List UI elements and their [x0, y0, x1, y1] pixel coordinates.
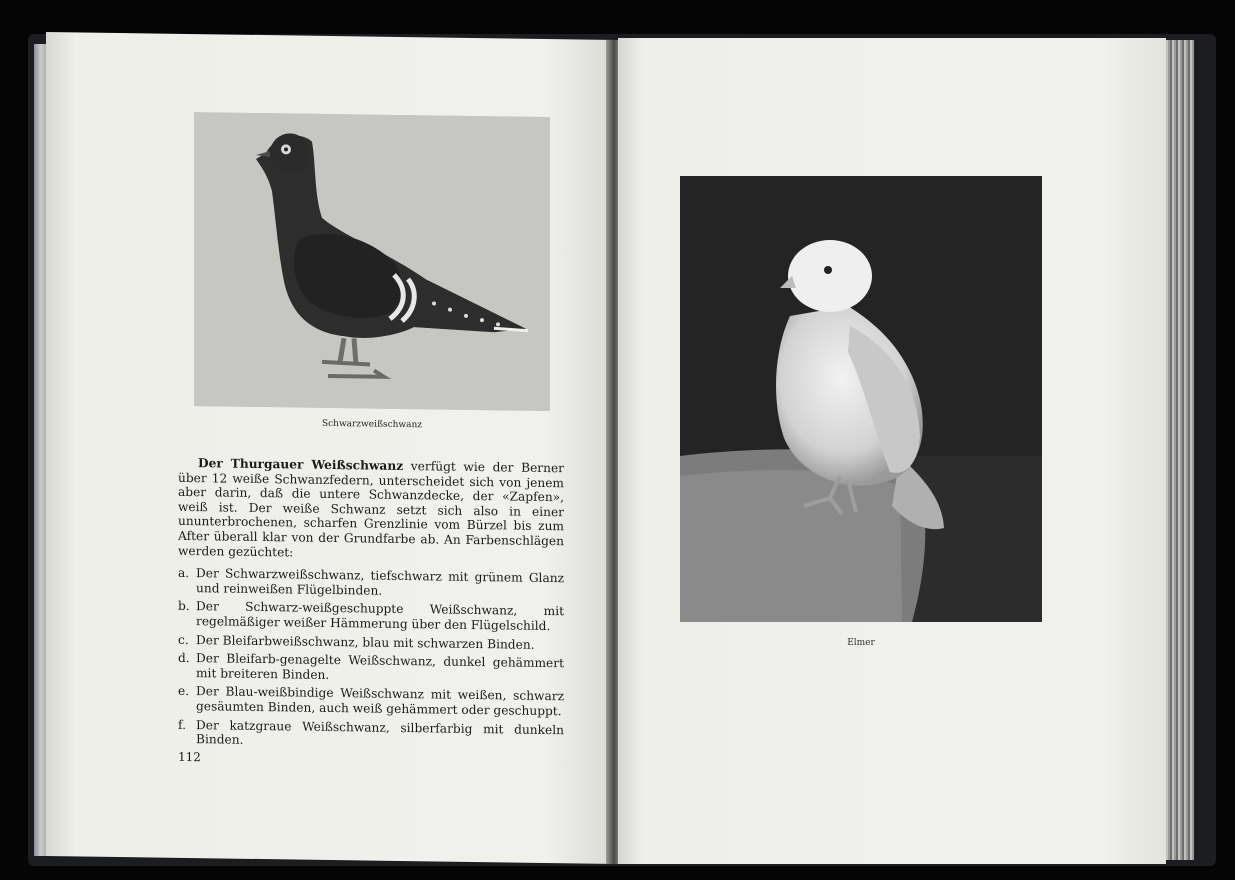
list-text: Der Schwarzweißschwanz, tiefschwarz mit grünem Glanz und reinweißen Flügelbinden. [196, 566, 564, 598]
list-text: Der katzgraue Weißschwanz, silberfarbig mit dunkeln Binden. [196, 717, 564, 747]
pigeon-illustration-icon [194, 112, 550, 411]
list-marker: f. [178, 717, 186, 732]
page-number: 112 [178, 749, 201, 765]
list-item [178, 684, 564, 719]
list-marker: e. [178, 684, 190, 699]
list-text: Der Bleifarb-genagelte Weißschwanz, dunkel gehämmert mit breiteren Binden. [196, 651, 564, 682]
list-item [178, 632, 564, 652]
intro-paragraph [178, 456, 564, 564]
list-item [178, 717, 564, 752]
pigeon-illustration [194, 112, 550, 411]
list-item [178, 566, 564, 601]
white-pigeon-photo-icon [680, 176, 1042, 622]
list-marker: a. [178, 566, 190, 581]
right-page [618, 38, 1166, 864]
list-text: Der Schwarz-weißgeschuppte Weißschwanz, mit regelmäßiger weißer Hämmerung über den Flügelschild. [196, 599, 564, 634]
list-text: Der Blau-weißbindige Weißschwanz mit weißen, schwarz gesäumten Binden, auch weiß gehämmert oder geschuppt. [196, 684, 564, 719]
figure-caption-right: Elmer [847, 638, 875, 648]
list-text: Der Bleifarbweißschwanz, blau mit schwarzen Binden. [196, 632, 535, 652]
list-marker: b. [178, 599, 190, 614]
figure-caption-left: Schwarzweißschwanz [321, 418, 423, 431]
list-marker: d. [178, 650, 190, 666]
intro-lead: Der Thurgauer Weißschwanz [198, 456, 404, 474]
white-pigeon-photo [680, 176, 1042, 622]
list-item [178, 599, 564, 634]
body-text [178, 456, 564, 756]
color-variety-list [178, 566, 564, 752]
left-page [46, 32, 616, 864]
list-marker: c. [178, 632, 189, 647]
intro-text: verfügt wie der Berner über 12 weiße Schwanzfedern, unterscheidet sich von jenem aber darin, daß die untere Schwanzdecke, der «Zapfen», weiß ist. Der weiße Schwanz setzt sich also in einer ununterbrochenen, scharfen Grenzlinie vom Bürzel bis zum After überall klar von der Grundfarbe ab. An Farbenschlägen werden gezüchtet: [178, 459, 565, 560]
list-item [178, 651, 564, 686]
